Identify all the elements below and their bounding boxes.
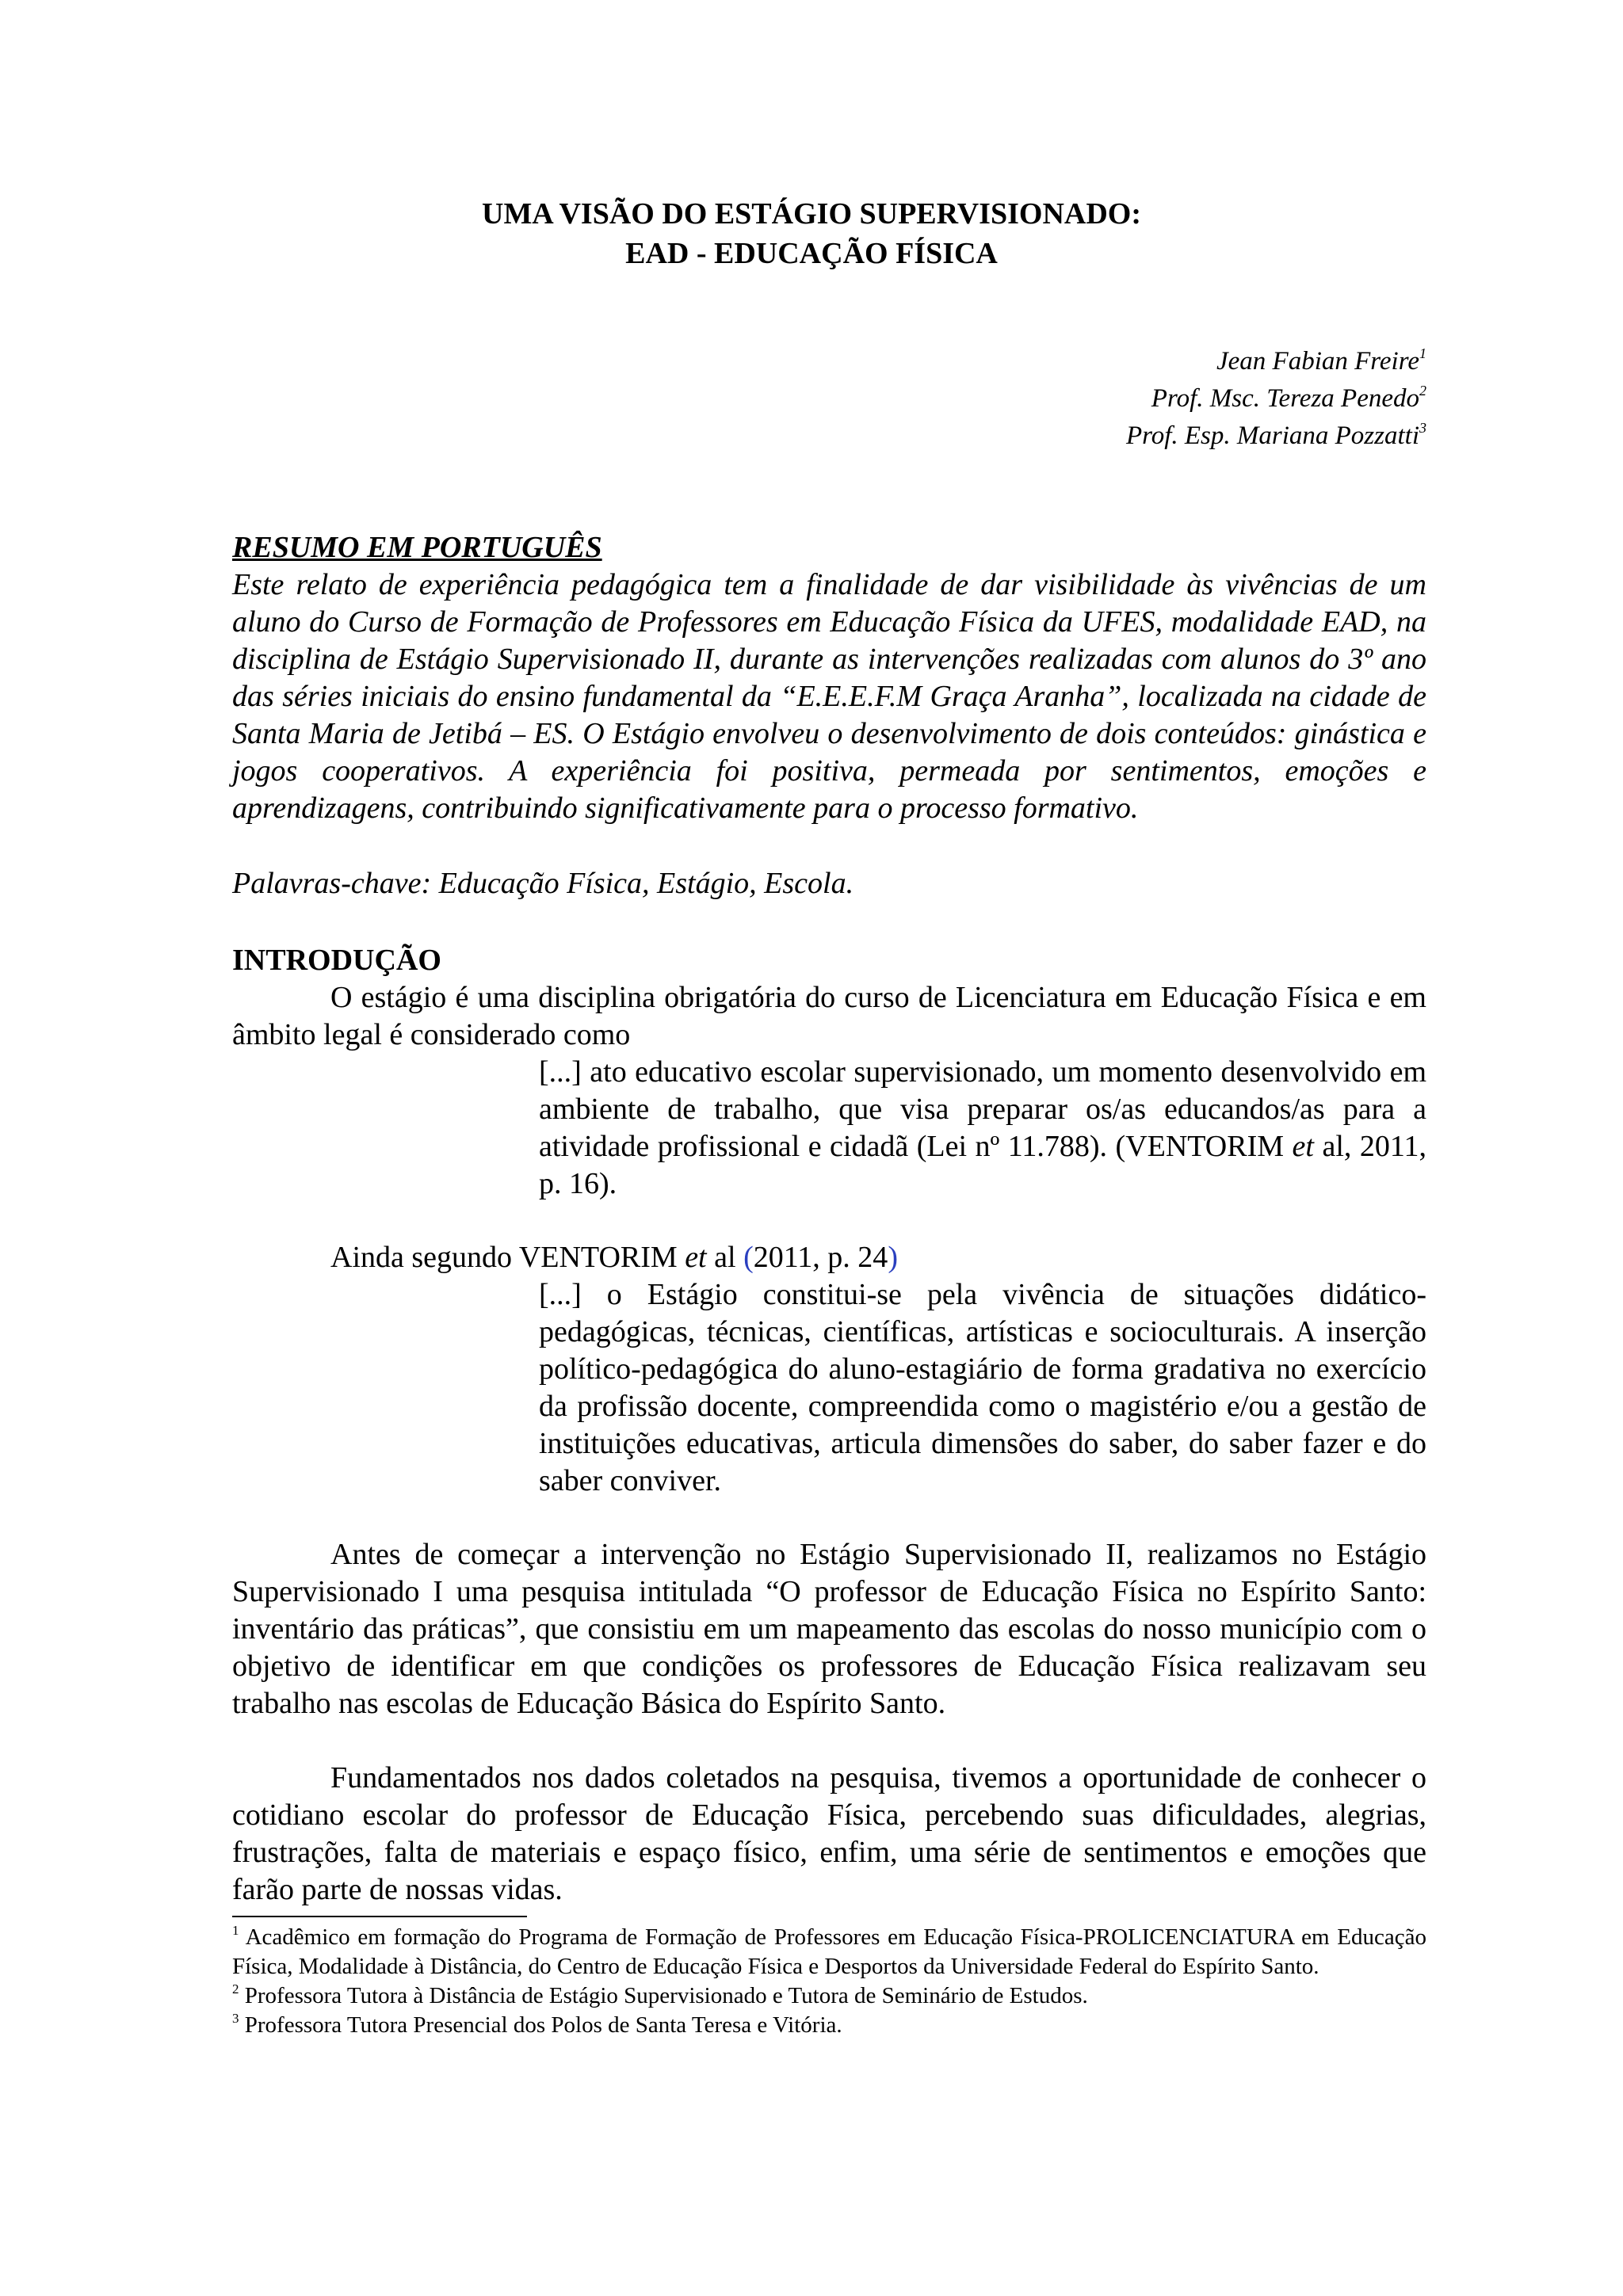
author-name: Jean Fabian Freire (1216, 347, 1419, 376)
footnote-mark: 2 (232, 1981, 239, 1997)
ainda-al: al (706, 1241, 744, 1274)
ainda-paragraph (232, 1239, 1426, 1276)
intro-heading: INTRODUÇÃO (232, 944, 441, 977)
intro-paragraph-3: Fundamentados nos dados coletados na pesquisa, tivemos a oportunidade de conhecer o cotidiano escolar do professor de Educação Física, percebendo suas dificuldades, alegrias, frustrações, falta de materiais e espaço físico, enfim, uma série de sentimentos e emoções que farão parte de nossas vidas. (232, 1761, 1426, 1906)
title-line-2: EAD - EDUCAÇÃO FÍSICA (625, 237, 998, 270)
quote-text: [...] ato educativo escolar supervisionado, um momento desenvolvido em ambiente de trabalho, que visa preparar os/as educandos/as para a atividade profissional e cidadã (Lei nº 11.788). (VENTORIM (539, 1055, 1426, 1163)
author-2 (1126, 380, 1426, 418)
abstract-heading: RESUMO EM PORTUGUÊS (232, 531, 602, 564)
footnote-1 (232, 1923, 1426, 1981)
keywords: Palavras-chave: Educação Física, Estágio, Escola. (232, 867, 854, 900)
ainda-text: Ainda segundo VENTORIM (330, 1241, 685, 1274)
block-quote-2: [...] o Estágio constitui-se pela vivência de situações didático-pedagógicas, técnicas, científicas, artísticas e socioculturais. A inserção político-pedagógica do aluno-estagiário de forma gradativa no exercício da profissão docente, compreendida como o magistério e/ou a gestão de instituições educativas, articula dimensões do saber, do saber fazer e do saber conviver. (539, 1278, 1426, 1497)
footnote-3 (232, 2011, 1426, 2040)
author-1 (1126, 343, 1426, 380)
footnote-mark: 3 (232, 2011, 239, 2026)
paren-open: ( (743, 1241, 754, 1274)
paren-close: ) (888, 1241, 898, 1274)
footnote-mark: 2 (1419, 383, 1426, 399)
footnote-mark: 1 (1419, 345, 1426, 361)
footnote-text: Professora Tutora à Distância de Estágio Supervisionado e Tutora de Seminário de Estudos. (239, 1983, 1088, 2008)
footnote-separator (232, 1916, 527, 1917)
footnote-mark: 1 (232, 1923, 239, 1938)
title-line-1: UMA VISÃO DO ESTÁGIO SUPERVISIONADO: (482, 197, 1141, 231)
footnotes (232, 1923, 1426, 2040)
author-name: Prof. Esp. Mariana Pozzatti (1125, 421, 1419, 450)
author-name: Prof. Msc. Tereza Penedo (1151, 384, 1419, 413)
abstract-text: Este relato de experiência pedagógica tem a finalidade de dar visibilidade às vivências de um aluno do Curso de Formação de Professores em Educação Física da UFES, modalidade EAD, na disciplina de Estágio Supervisionado II, durante as intervenções realizadas com alunos do 3º ano das séries iniciais do ensino fundamental da “E.E.E.F.M Graça Aranha”, localizada na cidade de Santa Maria de Jetibá – ES. O Estágio envolveu o desenvolvimento de dois conteúdos: ginástica e jogos cooperativos. A experiência foi positiva, permeada por sentimentos, emoções e aprendizagens, contribuindo significativamente para o processo formativo. (232, 568, 1426, 825)
footnote-mark: 3 (1419, 420, 1426, 436)
footnote-2 (232, 1981, 1426, 2011)
authors-block (1126, 343, 1426, 455)
quote-citation: al, 2011, p. 16). (539, 1130, 1426, 1200)
footnote-text: Professora Tutora Presencial dos Polos de Santa Teresa e Vitória. (239, 2012, 842, 2038)
block-quote-1 (539, 1054, 1426, 1203)
author-3 (1126, 418, 1426, 455)
ainda-citation: 2011, p. 24 (753, 1241, 888, 1274)
quote-et: et (1292, 1130, 1314, 1163)
ainda-et: et (685, 1241, 707, 1274)
intro-paragraph-1: O estágio é uma disciplina obrigatória do curso de Licenciatura em Educação Física e em âmbito legal é considerado como (232, 981, 1426, 1051)
footnote-text: Acadêmico em formação do Programa de Formação de Professores em Educação Física-PROLICENCIATURA em Educação Física, Modalidade à Distância, do Centro de Educação Física e Desportos da Universidade Federal do Espírito Santo. (232, 1924, 1426, 1979)
intro-paragraph-2: Antes de começar a intervenção no Estágio Supervisionado II, realizamos no Estágio Supervisionado I uma pesquisa intitulada “O professor de Educação Física no Espírito Santo: inventário das práticas”, que consistiu em um mapeamento das escolas do nosso município com o objetivo de identificar em que condições os professores de Educação Física realizavam seu trabalho nas escolas de Educação Básica do Espírito Santo. (232, 1538, 1426, 1720)
